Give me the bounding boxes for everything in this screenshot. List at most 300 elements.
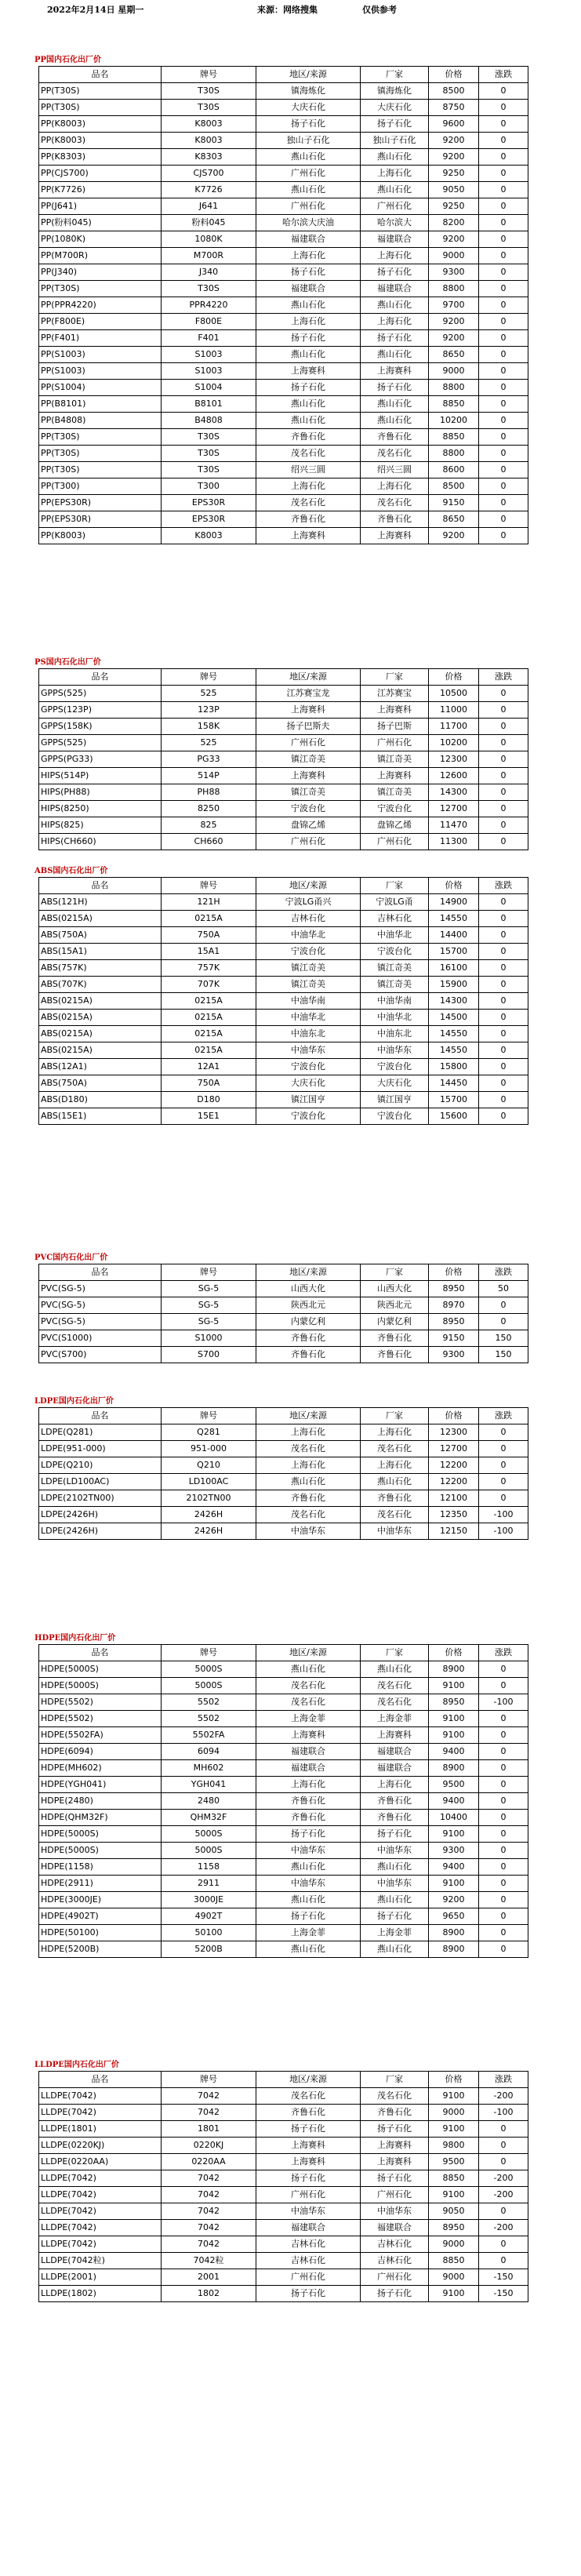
table-row [39,133,528,149]
table-cell: 0 [479,1661,528,1678]
table-cell: 0 [479,231,528,248]
column-header: 地区/来源 [256,1408,361,1424]
table-cell: 扬子石化 [361,1826,429,1843]
section-title: PS国内石化出厂价 [34,658,101,667]
table-cell: 燕山石化 [256,1474,361,1490]
table-row [39,911,528,927]
table-cell: 吉林石化 [361,2236,429,2253]
table-cell: 吉林石化 [256,2253,361,2269]
table-cell: 扬子石化 [256,116,361,133]
table-cell: 茂名石化 [256,1507,361,1523]
column-header: 厂家 [361,1645,429,1661]
table-cell: 0 [479,478,528,495]
table-cell: 2001 [162,2269,256,2286]
table-row [39,2154,528,2170]
table-row [39,2121,528,2138]
table-cell: 扬子巴斯夫 [256,719,361,735]
table-cell: LLDPE(0220AA) [39,2154,162,2170]
table-row [39,1424,528,1441]
table-header-row [39,1408,528,1424]
table-row [39,83,528,100]
table-row [39,1059,528,1075]
table-cell: 燕山石化 [256,149,361,166]
table-cell: 0 [479,1892,528,1908]
table-cell: 扬子石化 [361,380,429,396]
table-cell: 宁波台化 [361,1108,429,1125]
table-cell: 0 [479,977,528,993]
table-cell: 14300 [429,993,479,1010]
table-cell: J641 [162,198,256,215]
table-cell: 0 [479,2203,528,2220]
table-cell: 9100 [429,1876,479,1892]
table-cell: 宁波台化 [361,801,429,817]
table-cell: 内蒙亿利 [256,1314,361,1330]
table-cell: 茂名石化 [256,1441,361,1457]
table-cell: 0 [479,166,528,182]
table-cell: PG33 [162,751,256,768]
table-cell: 茂名石化 [256,495,361,511]
price-table-abs [38,877,528,1125]
table-cell: F800E [162,314,256,330]
table-row [39,396,528,413]
table-cell: 11470 [429,817,479,834]
table-cell: 广州石化 [256,2269,361,2286]
table-row [39,166,528,182]
table-cell: 0 [479,314,528,330]
table-cell: 9400 [429,1793,479,1810]
column-header: 牌号 [162,1264,256,1281]
table-cell: CH660 [162,834,256,850]
table-cell: 福建联合 [256,1760,361,1777]
table-row [39,2236,528,2253]
table-row [39,1810,528,1826]
column-header: 涨跌 [479,67,528,83]
table-cell: 燕山石化 [256,396,361,413]
table-cell: 10400 [429,1810,479,1826]
table-row [39,1330,528,1347]
table-cell: 0 [479,960,528,977]
table-cell: 盘锦乙烯 [361,817,429,834]
table-cell: 9150 [429,1330,479,1347]
table-row [39,927,528,944]
table-cell: 5502FA [162,1727,256,1744]
table-cell: 12700 [429,801,479,817]
table-cell: S1003 [162,363,256,380]
table-cell: 9400 [429,1744,479,1760]
table-cell: 0 [479,330,528,347]
table-row [39,817,528,834]
table-cell: -150 [479,2269,528,2286]
table-cell: 8750 [429,100,479,116]
table-cell: 上海石化 [256,1777,361,1793]
column-header: 品名 [39,669,162,686]
column-header: 厂家 [361,2072,429,2088]
table-cell: 扬子石化 [361,2121,429,2138]
table-cell: 山西大化 [256,1281,361,1297]
table-row [39,1727,528,1744]
table-cell: 0 [479,1744,528,1760]
column-header: 厂家 [361,1264,429,1281]
table-row [39,363,528,380]
table-cell: 0 [479,2138,528,2154]
table-cell: PP(T30S) [39,281,162,297]
table-cell: 0215A [162,993,256,1010]
table-cell: 9800 [429,2138,479,2154]
table-row [39,1826,528,1843]
column-header: 牌号 [162,878,256,894]
table-cell: 0 [479,380,528,396]
table-cell: 燕山石化 [256,297,361,314]
table-cell: 茂名石化 [361,1441,429,1457]
table-cell: 茂名石化 [256,2088,361,2105]
table-cell: 大庆石化 [361,1075,429,1092]
table-row [39,1281,528,1297]
table-cell: 7042粒 [162,2253,256,2269]
table-cell: 0 [479,834,528,850]
table-cell: 宁波LG甬兴 [256,894,361,911]
column-header: 地区/来源 [256,67,361,83]
table-cell: 9300 [429,264,479,281]
column-header: 牌号 [162,1645,256,1661]
table-cell: 中油华东 [361,1523,429,1540]
table-row [39,686,528,702]
table-cell: 0 [479,182,528,198]
price-table-lldpe [38,2071,528,2302]
table-row [39,281,528,297]
table-row [39,1908,528,1925]
table-cell: 8900 [429,1661,479,1678]
table-cell: T30S [162,100,256,116]
table-cell: 0 [479,149,528,166]
table-row [39,478,528,495]
section-lldpe [0,2060,581,2302]
table-cell: 上海赛科 [361,2154,429,2170]
column-header: 品名 [39,1645,162,1661]
table-cell: 7042 [162,2236,256,2253]
table-row [39,1042,528,1059]
table-cell: 广州石化 [361,198,429,215]
table-cell: 2480 [162,1793,256,1810]
table-cell: 12A1 [162,1059,256,1075]
table-cell: 0 [479,413,528,429]
table-cell: 9150 [429,495,479,511]
table-cell: 齐鲁石化 [361,1347,429,1363]
table-cell: K8003 [162,116,256,133]
table-cell: K8003 [162,528,256,544]
table-cell: PVC(SG-5) [39,1281,162,1297]
column-header: 地区/来源 [256,669,361,686]
table-cell: 广州石化 [256,198,361,215]
table-cell: 扬子石化 [361,330,429,347]
section-title: LDPE国内石化出厂价 [34,1397,114,1406]
table-row [39,2253,528,2269]
table-row [39,1490,528,1507]
column-header: 涨跌 [479,1264,528,1281]
table-cell: 上海赛科 [256,768,361,784]
table-cell: 2911 [162,1876,256,1892]
table-cell: 5502 [162,1694,256,1711]
table-cell: T300 [162,478,256,495]
table-cell: 0 [479,429,528,446]
table-cell: 0 [479,133,528,149]
table-cell: 0 [479,363,528,380]
table-cell: 0 [479,686,528,702]
table-cell: 0 [479,2121,528,2138]
column-header: 品名 [39,878,162,894]
table-cell: 广州石化 [361,735,429,751]
column-header: 涨跌 [479,878,528,894]
table-cell: ABS(121H) [39,894,162,911]
table-cell: 广州石化 [256,2187,361,2203]
table-cell: 9100 [429,1826,479,1843]
table-cell: LDPE(951-000) [39,1441,162,1457]
table-cell: 燕山石化 [361,1859,429,1876]
table-cell: 8900 [429,1760,479,1777]
table-cell: 0 [479,1859,528,1876]
table-cell: 0 [479,281,528,297]
table-cell: 福建联合 [361,2220,429,2236]
column-header: 牌号 [162,1408,256,1424]
table-row [39,2269,528,2286]
table-cell: 750A [162,927,256,944]
table-cell: 齐鲁石化 [256,1810,361,1826]
table-cell: ABS(0215A) [39,993,162,1010]
section-abs [0,866,581,1125]
table-cell: LDPE(2426H) [39,1507,162,1523]
table-cell: SG-5 [162,1297,256,1314]
table-cell: 12700 [429,1441,479,1457]
column-header: 品名 [39,2072,162,2088]
table-row [39,1474,528,1490]
column-header: 品名 [39,67,162,83]
price-table-ps [38,668,528,850]
table-cell: 0 [479,462,528,478]
table-cell: 5000S [162,1661,256,1678]
table-row [39,1859,528,1876]
table-cell: 燕山石化 [256,347,361,363]
table-row [39,702,528,719]
table-cell: 8650 [429,511,479,528]
table-cell: 齐鲁石化 [256,1330,361,1347]
table-cell: 齐鲁石化 [256,429,361,446]
table-cell: 0 [479,215,528,231]
table-cell: 中油华北 [256,927,361,944]
table-cell: T30S [162,462,256,478]
table-cell: 中油华北 [361,1010,429,1026]
table-cell: LLDPE(0220KJ) [39,2138,162,2154]
table-cell: -150 [479,2286,528,2302]
table-cell: K7726 [162,182,256,198]
table-cell: GPPS(158K) [39,719,162,735]
table-row [39,1075,528,1092]
table-cell: 9100 [429,2286,479,2302]
table-row [39,1744,528,1760]
table-cell: S700 [162,1347,256,1363]
table-cell: 0 [479,1826,528,1843]
table-cell: ABS(0215A) [39,1042,162,1059]
table-cell: ABS(0215A) [39,911,162,927]
table-cell: 扬子石化 [361,2286,429,2302]
table-cell: 123P [162,702,256,719]
table-cell: ABS(15E1) [39,1108,162,1125]
table-row [39,1876,528,1892]
table-cell: 525 [162,735,256,751]
table-cell: 福建联合 [361,231,429,248]
table-cell: 镇江奇美 [256,977,361,993]
table-cell: 中油华东 [256,1523,361,1540]
table-cell: 50 [479,1281,528,1297]
table-cell: 山西大化 [361,1281,429,1297]
table-cell: 707K [162,977,256,993]
table-cell: 9200 [429,314,479,330]
table-cell: 上海金菲 [256,1925,361,1941]
table-cell: HDPE(50100) [39,1925,162,1941]
table-cell: LLDPE(7042) [39,2203,162,2220]
table-cell: 齐鲁石化 [361,511,429,528]
table-cell: 燕山石化 [361,413,429,429]
table-cell: PP(F401) [39,330,162,347]
table-cell: S1000 [162,1330,256,1347]
table-cell: 5000S [162,1826,256,1843]
table-cell: 宁波台化 [256,1108,361,1125]
table-cell: PP(B8101) [39,396,162,413]
table-cell: PP(M700R) [39,248,162,264]
report-disclaimer: 仅供参考 [362,5,397,15]
table-cell: PP(T30S) [39,429,162,446]
table-row [39,1010,528,1026]
table-cell: 中油华南 [256,993,361,1010]
table-header-row [39,1264,528,1281]
table-cell: 5000S [162,1678,256,1694]
table-row [39,2286,528,2302]
table-cell: 0 [479,511,528,528]
column-header: 价格 [429,669,479,686]
report-source: 来源：网络搜集 [257,5,318,15]
table-cell: 江苏赛宝 [361,686,429,702]
table-cell: 燕山石化 [256,1661,361,1678]
table-cell: HDPE(5502) [39,1711,162,1727]
table-cell: GPPS(123P) [39,702,162,719]
table-cell: 独山子石化 [256,133,361,149]
table-cell: 茂名石化 [361,446,429,462]
table-cell: PP(PPR4220) [39,297,162,314]
table-cell: 燕山石化 [256,1859,361,1876]
table-row [39,1678,528,1694]
table-cell: 11300 [429,834,479,850]
table-cell: 121H [162,894,256,911]
table-row [39,413,528,429]
section-ldpe [0,1396,581,1540]
section-title: PP国内石化出厂价 [34,56,102,64]
table-cell: 燕山石化 [361,396,429,413]
table-cell: 中油华南 [361,993,429,1010]
table-row [39,993,528,1010]
table-row [39,297,528,314]
table-cell: 燕山石化 [361,297,429,314]
column-header: 地区/来源 [256,2072,361,2088]
price-table-ldpe [38,1407,528,1540]
column-header: 价格 [429,1264,479,1281]
table-row [39,1297,528,1314]
table-cell: 0 [479,495,528,511]
table-cell: 8950 [429,1281,479,1297]
table-cell: S1003 [162,347,256,363]
column-header: 涨跌 [479,1408,528,1424]
table-cell: 6094 [162,1744,256,1760]
table-cell: 上海石化 [361,1777,429,1793]
table-cell: 扬子石化 [256,2121,361,2138]
table-cell: 0 [479,248,528,264]
table-cell: F401 [162,330,256,347]
table-row [39,182,528,198]
table-row [39,1925,528,1941]
table-cell: 9200 [429,330,479,347]
table-cell: PP(EPS30R) [39,495,162,511]
table-cell: 0215A [162,911,256,927]
column-header: 地区/来源 [256,878,361,894]
table-cell: PP(S1004) [39,380,162,396]
table-row [39,528,528,544]
table-cell: 镇江奇美 [361,960,429,977]
table-cell: 燕山石化 [256,1941,361,1958]
table-cell: D180 [162,1092,256,1108]
table-cell: GPPS(525) [39,735,162,751]
table-cell: 8250 [162,801,256,817]
table-cell: 上海金菲 [256,1711,361,1727]
table-cell: 9050 [429,2203,479,2220]
table-cell: 中油华东 [256,1843,361,1859]
table-cell: 9000 [429,248,479,264]
table-cell: 广州石化 [256,834,361,850]
table-cell: 514P [162,768,256,784]
table-cell: 0 [479,1042,528,1059]
table-cell: 宁波台化 [256,1059,361,1075]
table-cell: HDPE(1158) [39,1859,162,1876]
table-cell: ABS(0215A) [39,1010,162,1026]
table-cell: ABS(12A1) [39,1059,162,1075]
table-cell: 0 [479,944,528,960]
table-row [39,1523,528,1540]
table-row [39,149,528,166]
table-cell: 齐鲁石化 [256,1793,361,1810]
table-cell: 8850 [429,2170,479,2187]
table-cell: 0 [479,396,528,413]
table-cell: 上海石化 [256,1457,361,1474]
table-row [39,801,528,817]
table-cell: 0220KJ [162,2138,256,2154]
table-cell: 绍兴三圆 [256,462,361,478]
table-cell: HDPE(5502FA) [39,1727,162,1744]
table-cell: 0 [479,100,528,116]
table-cell: 0 [479,801,528,817]
table-row [39,100,528,116]
table-cell: 镇江奇美 [361,751,429,768]
table-row [39,2170,528,2187]
table-cell: 0 [479,528,528,544]
table-cell: 150 [479,1347,528,1363]
table-cell: 燕山石化 [361,1892,429,1908]
table-cell: 9100 [429,2088,479,2105]
table-cell: 扬子石化 [361,116,429,133]
section-pp [0,55,581,544]
table-cell: 上海赛科 [361,1727,429,1744]
table-cell: 1801 [162,2121,256,2138]
table-cell: 独山子石化 [361,133,429,149]
table-cell: J340 [162,264,256,281]
table-row [39,1092,528,1108]
table-cell: HIPS(PH88) [39,784,162,801]
table-header-row [39,1645,528,1661]
